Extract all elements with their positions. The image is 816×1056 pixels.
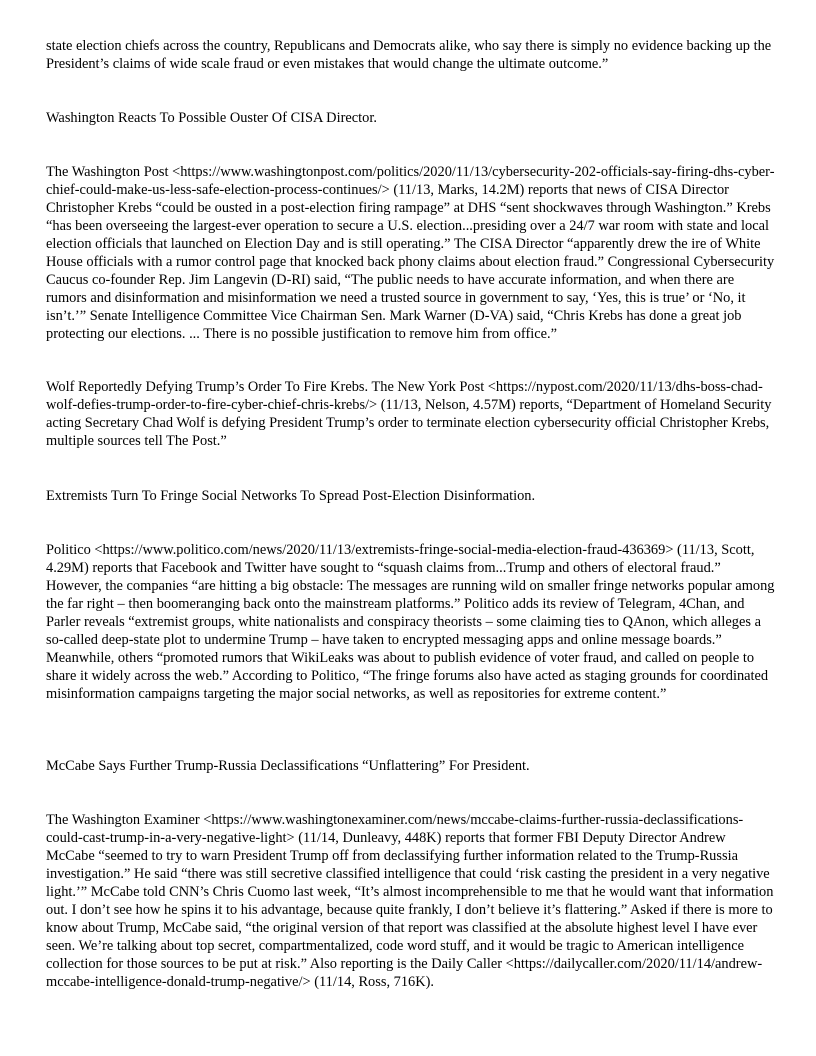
heading-mccabe: McCabe Says Further Trump-Russia Declassifications “Unflattering” For President. [46, 758, 530, 774]
paragraph-wolf-defying: Wolf Reportedly Defying Trump’s Order To Fire Krebs. The New York Post <https://nypost.com/2020/11/13/dhs-boss-chad-wolf-defies-trump-order-to-fire-cyber-chief-chris-krebs/> (11/13, Nelson, 4.57M) reports, “Department of Homeland Security acting Secretary Chad Wolf is defying President Trump’s order to terminate election cybersecurity official Christopher Krebs, multiple sources tell The Post.” [46, 379, 772, 449]
heading-extremists-fringe: Extremists Turn To Fringe Social Networks To Spread Post-Election Disinformation. [46, 488, 536, 504]
heading-cisa-ouster: Washington Reacts To Possible Ouster Of CISA Director. [46, 110, 377, 126]
paragraph-washington-post: The Washington Post <https://www.washingtonpost.com/politics/2020/11/13/cybersecurity-202-officials-say-firing-dhs-cyber-chief-could-make-us-less-safe-election-process-continues/> (11/13, Marks, 14.2M) reports that news of CISA Director Christopher Krebs “could be ousted in a post-election firing rampage” at DHS “sent shockwaves through Washington.” Krebs “has been overseeing the largest-ever operation to secure a U.S. election...presiding over a 24/7 war room with state and local election officials that launched on Election Day and is still operating.” The CISA Director “apparently drew the ire of White House officials with a rumor control page that knocked back phony claims about election fraud.” Congressional Cybersecurity Caucus co-founder Rep. Jim Langevin (D-RI) said, “The public needs to have accurate information, and when there are rumors and disinformation and misinformation we need a trusted source in government to say, ‘Yes, this is true’ or ‘No, it isn’t.’” Senate Intelligence Committee Vice Chairman Sen. Mark Warner (D-VA) said, “Chris Krebs has done a great job protecting our elections. ... There is no possible justification to remove him from office.” [46, 164, 775, 342]
paragraph-politico: Politico <https://www.politico.com/news/2020/11/13/extremists-fringe-social-media-election-fraud-436369> (11/13, Scott, 4.29M) reports that Facebook and Twitter have sought to “squash claims from...Trump and others of electoral fraud.” However, the companies “are hitting a big obstacle: The messages are running wild on smaller fringe networks popular among the far right – then boomeranging back onto the mainstream platforms.” Politico adds its review of Telegram, 4Chan, and Parler reveals “extremist groups, white nationalists and conspiracy theorists – some claiming ties to QAnon, which alleges a so-called deep-state plot to undermine Trump – have taken to encrypted messaging apps and online message boards.” Meanwhile, others “promoted rumors that WikiLeaks was about to publish evidence of voter fraud, and called on people to share it widely across the web.” According to Politico, “The fringe forums also have acted as staging grounds for coordinated misinformation campaigns targeting the major social networks, as well as repositories for extreme content.” [46, 542, 775, 702]
paragraph-washington-examiner: The Washington Examiner <https://www.washingtonexaminer.com/news/mccabe-claims-further-russia-declassifications-could-cast-trump-in-a-very-negative-light> (11/14, Dunleavy, 448K) reports that former FBI Deputy Director Andrew McCabe “seemed to try to warn President Trump off from declassifying further information related to the Trump-Russia investigation.” He said “there was still secretive classified intelligence that could ‘risk casting the president in a very negative light.’” McCabe told CNN’s Chris Cuomo last week, “It’s almost incomprehensible to me that he would want that information out. I don’t see how he spins it to his advantage, because quite frankly, I don’t believe it’s flattering.” Asked if there is more to know about Trump, McCabe said, “the original version of that report was classified at the absolute highest level I have ever seen. We’re talking about top secret, compartmentalized, code word stuff, and it would be tragic to American intelligence collection for those sources to be put at risk.” Also reporting is the Daily Caller <https://dailycaller.com/2020/11/14/andrew-mccabe-intelligence-donald-trump-negative/> (11/14, Ross, 716K). [46, 812, 774, 990]
paragraph-election-chiefs: state election chiefs across the country, Republicans and Democrats alike, who say there is simply no evidence backing up the President’s claims of wide scale fraud or even mistakes that would change the ultimate outcome.” [46, 38, 772, 72]
